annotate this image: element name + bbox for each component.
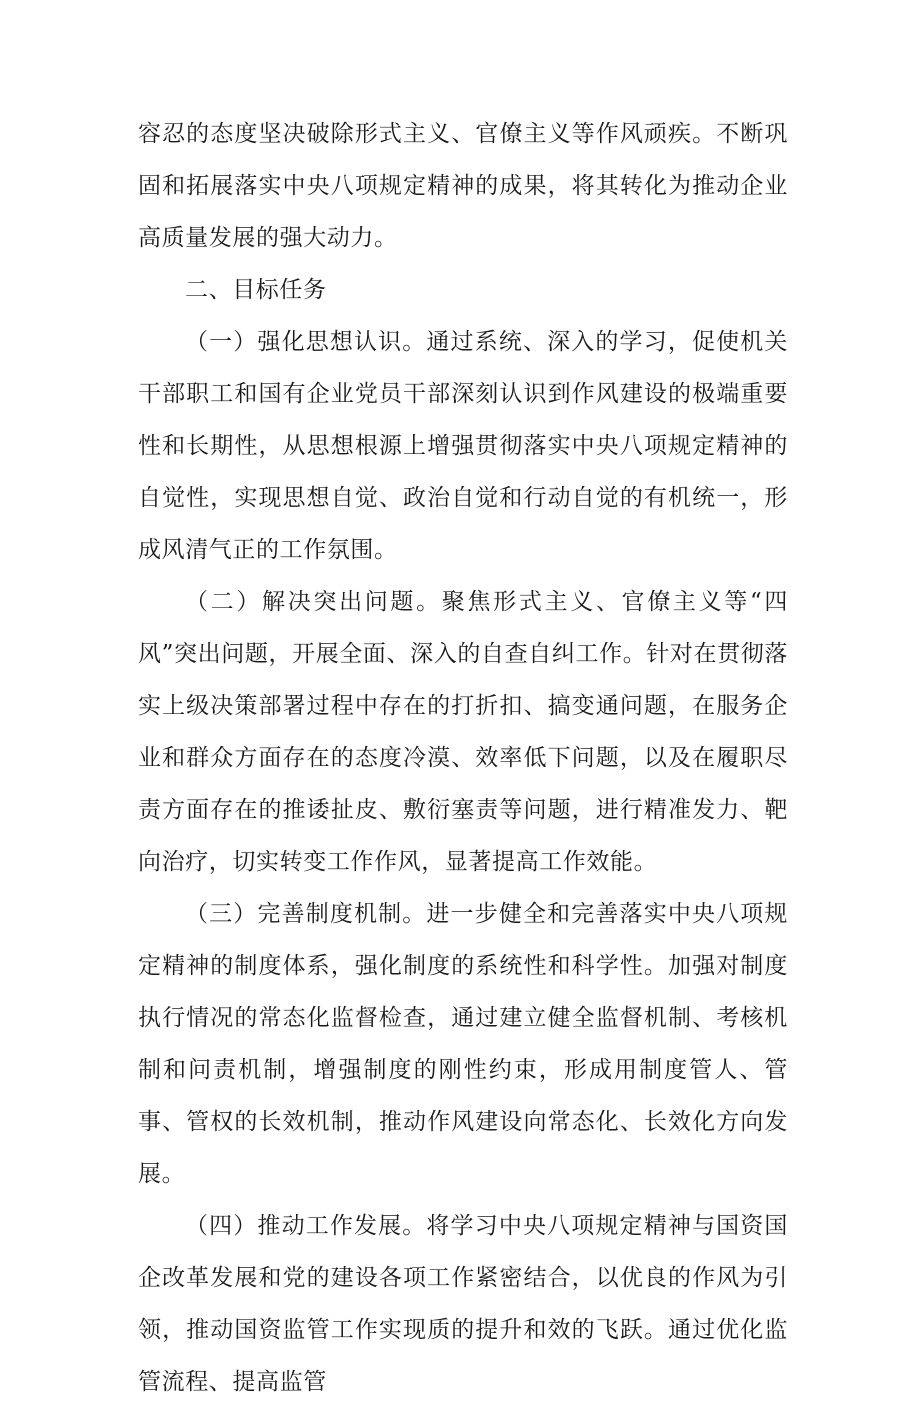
paragraph-item-3: （三）完善制度机制。进一步健全和完善落实中央八项规定精神的制度体系，强化制度的系统性和科学性。加强对制度执行情况的常态化监督检查，通过建立健全监督机制、考核机制和问责机制，增强制度的刚性约束，形成用制度管人、管事、管权的长效机制，推动作风建设向常态化、长效化方向发展。 — [138, 901, 788, 1187]
paragraph-item-1: （一）强化思想认识。通过系统、深入的学习，促使机关干部职工和国有企业党员干部深刻认识到作风建设的极端重要性和长期性，从思想根源上增强贯彻落实中央八项规定精神的自觉性，实现思想自觉、政治自觉和行动自觉的有机统一，形成风清气正的工作氛围。 — [138, 329, 788, 563]
document-body — [138, 108, 788, 1408]
section-heading-goals: 二、目标任务 — [185, 277, 327, 303]
paragraph-item-4: （四）推动工作发展。将学习中央八项规定精神与国资国企改革发展和党的建设各项工作紧密结合，以优良的作风为引领，推动国资监管工作实现质的提升和效的飞跃。通过优化监管流程、提高监管 — [138, 1213, 788, 1395]
paragraph-item-2: （二）解决突出问题。聚焦形式主义、官僚主义等“四风”突出问题，开展全面、深入的自查自纠工作。针对在贯彻落实上级决策部署过程中存在的打折扣、搞变通问题，在服务企业和群众方面存在的态度冷漠、效率低下问题，以及在履职尽责方面存在的推诿扯皮、敷衍塞责等问题，进行精准发力、靶向治疗，切实转变工作作风，显著提高工作效能。 — [138, 589, 788, 875]
paragraph-continuation: 容忍的态度坚决破除形式主义、官僚主义等作风顽疾。不断巩固和拓展落实中央八项规定精神的成果，将其转化为推动企业高质量发展的强大动力。 — [138, 121, 788, 251]
